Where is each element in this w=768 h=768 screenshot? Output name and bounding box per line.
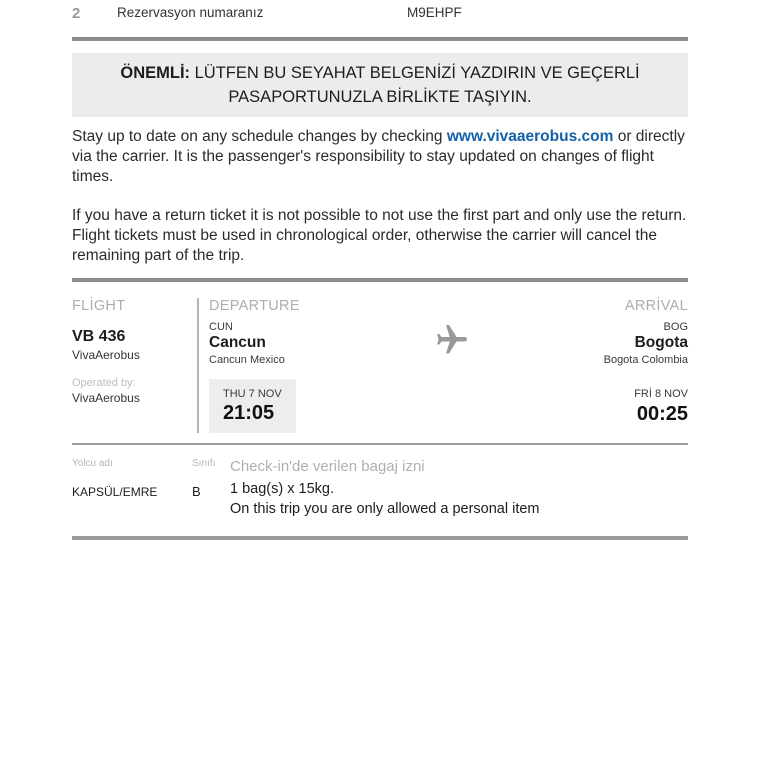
departure-column	[209, 298, 300, 433]
flight-column	[72, 298, 197, 433]
departure-airport-code: CUN	[209, 320, 233, 333]
departure-time: 21:05	[223, 401, 275, 424]
divider-bar	[72, 536, 688, 540]
passenger-class-label: Sınıfı	[192, 457, 216, 469]
departure-header: DEPARTURE	[209, 297, 300, 314]
passenger-section	[72, 445, 688, 536]
route-columns	[197, 298, 688, 433]
flight-number: VB 436	[72, 327, 126, 345]
reservation-code: M9EHPF	[407, 5, 462, 20]
departure-city-country: Cancun Mexico	[209, 353, 285, 366]
vivaaerobus-link[interactable]: www.vivaaerobus.com	[446, 128, 614, 145]
carrier-name: VivaAerobus	[72, 347, 140, 362]
schedule-text-pre: Stay up to date on any schedule changes by checking	[72, 128, 447, 145]
airplane-icon	[434, 322, 470, 433]
passenger-name-label: Yolcu adı	[72, 457, 113, 469]
baggage-line-1: 1 bag(s) x 15kg.	[230, 480, 334, 497]
divider-bar	[72, 37, 688, 41]
divider-bar	[72, 278, 688, 282]
passenger-class: B	[192, 483, 201, 499]
passenger-class-column	[192, 458, 230, 520]
baggage-line-2: On this trip you are only allowed a personal item	[230, 501, 540, 518]
operated-by-value: VivaAerobus	[72, 390, 140, 405]
notice-body-text: LÜTFEN BU SEYAHAT BELGENİZİ YAZDIRIN VE GEÇERLİ PASAPORTUNUZLA BİRLİKTE TAŞIYIN.	[190, 64, 640, 106]
arrival-header: ARRİVAL	[624, 297, 688, 314]
arrival-date: FRİ 8 NOV	[634, 387, 688, 400]
notice-bold-label: ÖNEMLİ:	[120, 64, 191, 82]
reservation-label: Rezervasyon numaranız	[117, 5, 264, 20]
important-notice-text	[108, 61, 653, 109]
arrival-city-country: Bogota Colombia	[603, 353, 688, 366]
baggage-allowance-value	[230, 479, 688, 520]
passenger-name-column	[72, 458, 192, 520]
arrival-city: Bogota	[634, 333, 688, 351]
arrival-column	[604, 298, 688, 433]
return-ticket-paragraph: If you have a return ticket it is not possible to not use the first part and only use the return. Flight tickets must be used in chronological order, otherwise the carrier will cancel the remaining part of the trip.	[72, 207, 687, 264]
schedule-text-post: or directly via the carrier. It is the passenger's responsibility to stay updated on changes of flight times.	[72, 128, 685, 185]
arrival-time: 00:25	[636, 402, 688, 425]
segment-number: 2	[72, 5, 81, 22]
schedule-paragraph	[72, 127, 688, 186]
flight-header: FLİGHT	[72, 297, 126, 314]
departure-city: Cancun	[209, 333, 266, 351]
operated-by-label: Operated by:	[72, 376, 136, 389]
baggage-column	[230, 458, 688, 520]
arrival-airport-code: BOG	[663, 320, 688, 333]
important-notice	[72, 53, 688, 117]
departure-time-box	[209, 379, 296, 433]
departure-date: THU 7 NOV	[223, 387, 282, 400]
flight-details-section	[72, 298, 688, 433]
reservation-row	[72, 0, 688, 22]
baggage-allowance-label: Check-in'de verilen bagaj izni	[230, 457, 425, 475]
passenger-name: KAPSÜL/EMRE	[72, 484, 158, 499]
